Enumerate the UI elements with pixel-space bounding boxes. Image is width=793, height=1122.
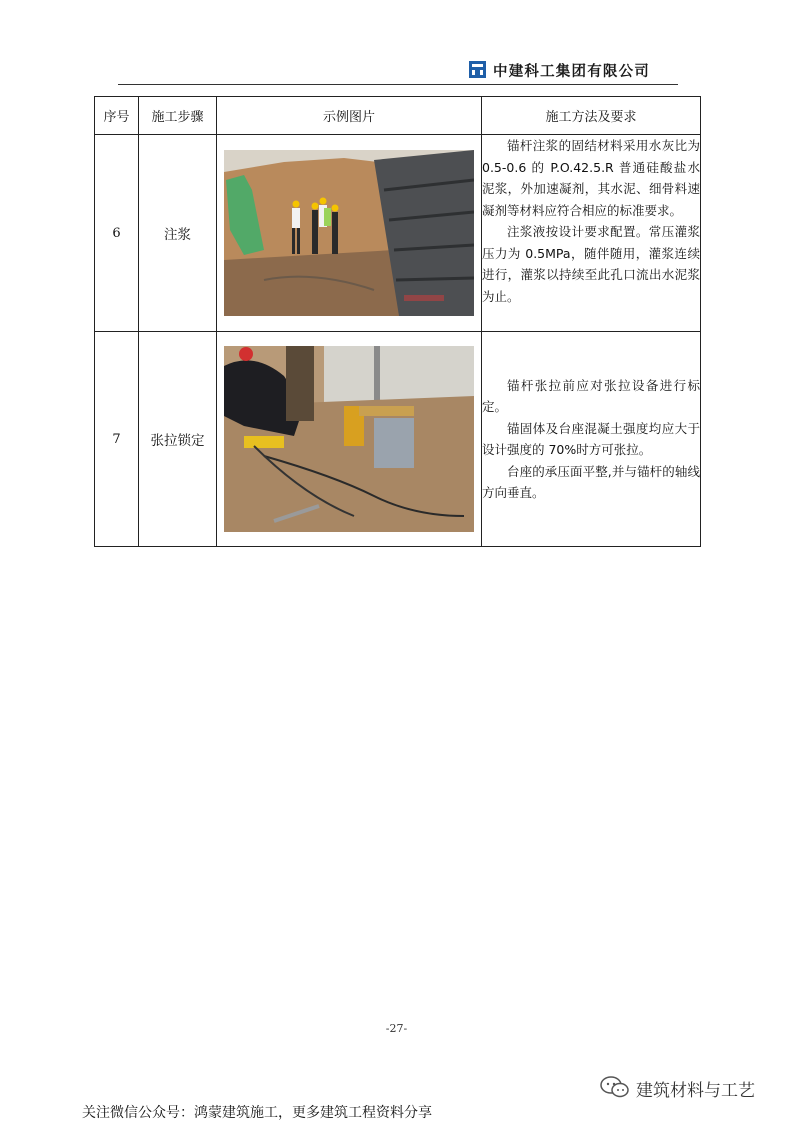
table-row xyxy=(95,135,701,332)
header-divider xyxy=(118,84,678,85)
grouting-photo xyxy=(217,135,482,332)
construction-steps-table xyxy=(94,96,701,547)
company-name: 中建科工集团有限公司 xyxy=(493,64,650,80)
page-number: -27- xyxy=(385,1022,408,1035)
company-logo-icon xyxy=(469,61,486,78)
description-paragraph: 锚固体及台座混凝土强度均应大于设计强度的 70%时方可张拉。 xyxy=(482,420,700,457)
row-number: 7 xyxy=(95,332,139,547)
tensioning-photo xyxy=(217,332,482,547)
wechat-icon xyxy=(600,1076,630,1098)
table-header-row xyxy=(95,97,701,135)
method-description xyxy=(482,135,701,332)
description-paragraph: 锚杆张拉前应对张拉设备进行标定。 xyxy=(482,377,700,414)
step-name: 张拉锁定 xyxy=(139,332,217,547)
table-row xyxy=(95,332,701,547)
method-description xyxy=(482,332,701,547)
description-paragraph: 注浆液按设计要求配置。常压灌浆压力为 0.5MPa，随伴随用，灌浆连续进行，灌浆以持续至此孔口流出水泥浆为止。 xyxy=(482,224,700,304)
step-name: 注浆 xyxy=(139,135,217,332)
description-paragraph: 台座的承压面平整,并与锚杆的轴线方向垂直。 xyxy=(482,463,700,500)
row-number: 6 xyxy=(95,135,139,332)
column-header-method: 施工方法及要求 xyxy=(482,97,701,135)
grouting-site-image xyxy=(224,150,474,316)
page-header xyxy=(118,60,678,86)
footer-text: 关注微信公众号：鸿蒙建筑施工，更多建筑工程资料分享 xyxy=(82,1105,432,1121)
column-header-step: 施工步骤 xyxy=(139,97,217,135)
tensioning-site-image xyxy=(224,346,474,532)
description-paragraph: 锚杆注浆的固结材料采用水灰比为 0.5-0.6 的 P.O.42.5.R 普通硅酸盐水泥浆，外加速凝剂，其水泥、细骨料速凝剂等材料应符合相应的标准要求。 xyxy=(482,138,700,218)
column-header-number: 序号 xyxy=(95,97,139,135)
column-header-photo: 示例图片 xyxy=(217,97,482,135)
watermark-text: 建筑材料与工艺 xyxy=(636,1081,755,1101)
